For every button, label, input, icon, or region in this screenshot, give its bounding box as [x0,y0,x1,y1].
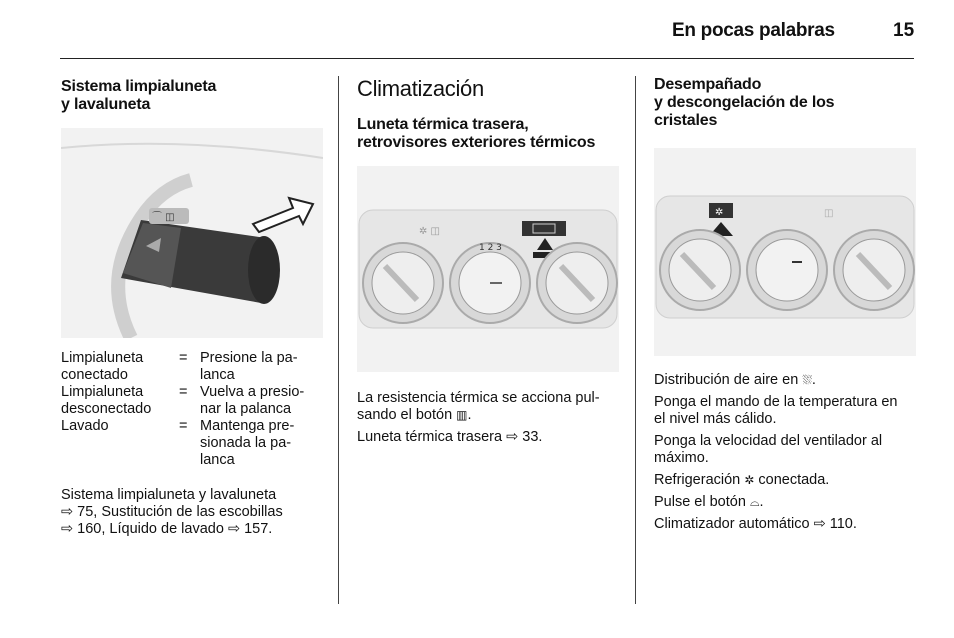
paragraph-line: Pulse el botón ⌓. [654,494,764,510]
heading-line: Luneta térmica trasera, [357,116,529,133]
svg-text:⌒ ◫: ⌒ ◫ [152,212,175,223]
heading-line: y lavaluneta [61,96,151,113]
svg-text:✲ ◫: ✲ ◫ [419,226,441,237]
front-defrost-icon: ⌓ [749,495,760,509]
ref-line: Sistema limpialuneta y lavaluneta [61,487,277,503]
subheading-heated-window [357,116,619,152]
paragraph-line: máximo. [654,450,709,466]
paragraph-line: Distribución de aire en ⛆. [654,372,816,388]
wiper-lever-illustration [61,128,323,338]
column-divider-1 [338,76,339,604]
paragraph-line: el nivel más cálido. [654,411,777,427]
wiper-definitions [61,350,323,469]
definition-row: Lavado = Mantenga pre- sionada la pa- lanca [61,418,295,468]
heading-line: cristales [654,112,718,129]
ac-snowflake-icon: ✲ [744,473,755,487]
ref-line: ⇨ 160, Líquido de lavado ⇨ 157. [61,521,273,537]
defrost-text [654,372,916,533]
ref-line: ⇨ 75, Sustitución de las escobillas [61,504,283,520]
reference-line: Climatizador automático ⇨ 110. [654,516,857,532]
paragraph-line: Ponga la velocidad del ventilador al [654,433,883,449]
heading-line: Desempañado [654,76,762,93]
climate-text [357,390,619,446]
paragraph-line: Refrigeración ✲ conectada. [654,472,830,488]
defrost-panel-illustration [654,148,916,356]
header-rule [60,58,914,59]
definition-row: Limpialuneta desconectado = Vuelva a presio- nar la palanca [61,384,305,417]
column-climate [357,76,619,152]
definition-row: Limpialuneta conectado = Presione la pa- lanca [61,350,298,383]
svg-text:✲: ✲ [715,207,724,218]
heading-line: retrovisores exteriores térmicos [357,134,596,151]
paragraph-line: La resistencia térmica se acciona pul- [357,390,600,406]
rear-defrost-icon: ▥ [456,408,468,422]
page-number: 15 [893,20,915,41]
reference-line: Luneta térmica trasera ⇨ 33. [357,429,543,445]
heading-line: Sistema limpialuneta [61,78,217,95]
heading-defrost [654,76,916,130]
svg-text:◫: ◫ [824,208,834,219]
title-climatizacion: Climatización [357,76,484,101]
running-header-title: En pocas palabras [672,20,835,41]
column-defrost [654,76,916,130]
column-wiper [61,78,323,223]
climate-panel-illustration [357,166,619,372]
windscreen-airflow-icon: ⛆ [802,373,812,387]
climate-panel-figure-2 [654,148,916,356]
paragraph-line: Ponga el mando de la temperatura en [654,394,898,410]
climate-panel-figure-1 [357,166,619,372]
heading-line: y descongelación de los [654,94,835,111]
svg-text:1 2 3: 1 2 3 [479,243,502,253]
column-divider-2 [635,76,636,604]
heading-wiper [61,78,323,114]
wiper-lever-figure [61,128,323,338]
wiper-references [61,487,323,538]
paragraph-line: sando el botón ▥. [357,407,472,423]
